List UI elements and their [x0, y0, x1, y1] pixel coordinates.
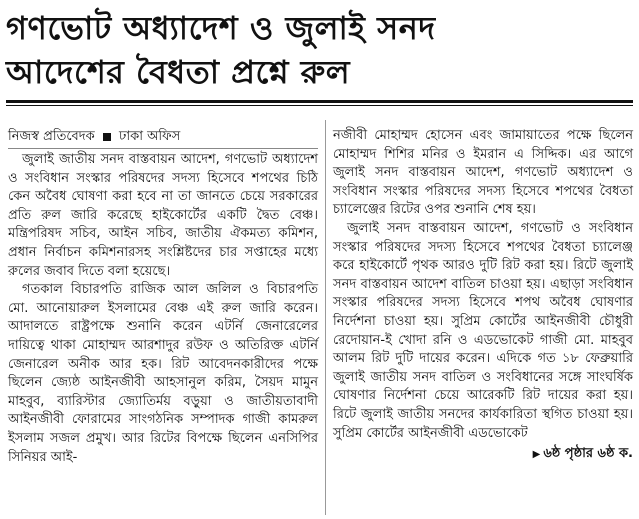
headline	[6, 6, 633, 94]
article-paragraph: গতকাল বিচারপতি রাজিক আল জলিল ও বিচারপতি মো. আনোয়ারুল ইসলামের বেঞ্চ এই রুল জারি করেন। আদালতে রাষ্ট্রপক্ষে শুনানি করেন এটর্নি জেনারেলের দায়িত্বে থাকা মোহাম্মদ আরশাদুর রউফ ও অতিরিক্ত এটর্নি জেনারেল অনীক আর হক। রিট আবেদনকারীদের পক্ষে ছিলেন জ্যেষ্ঠ আইনজীবী আহসানুল করিম, সৈয়দ মামুন মাহবুব, ব্যারিস্টার জ্যোতির্ময় বড়ুয়া ও জাতীয়তাবাদী আইনজীবী ফোরামের সাংগঠনিক সম্পাদক গাজী কামরুল ইসলাম সজল প্রমুখ। আর রিটের বিপক্ষে ছিলেন এনসিপির সিনিয়র আই-	[8, 282, 318, 465]
article-paragraph: জুলাই সনদ বাস্তবায়ন আদেশ, গণভোট ও সংবিধান সংস্কার পরিষদের সদস্য হিসেবে শপথের বৈধতা চ্যালেঞ্জ করে হাইকোর্টে পৃথক আরও দুটি রিট করা হয়। রিটে জুলাই সনদ বাস্তবায়ন আদেশ বাতিল চাওয়া হয়। এছাড়া সংবিধান সংস্কার পরিষদের সদস্য হিসেবে শপথ অবৈধ ঘোষণার নির্দেশনা চাওয়া হয়। সুপ্রিম কোর্টের আইনজীবী চৌধুরী রেদোয়ান-ই খোদা রনি ও এডভোকেট গাজী মো. মাহবুব আলম রিট দুটি দায়ের করেন। এদিকে গত ১৮ ফেব্রুয়ারি জুলাই জাতীয় সনদ বাতিল ও সংবিধানের সঙ্গে সাংঘর্ষিক ঘোষণার নির্দেশনা চেয়ে আরেকটি রিট দায়ের করা হয়। রিটে জুলাই জাতীয় সনদের কার্যকারিতা স্থগিত চাওয়া হয়। সুপ্রিম কোর্টের আইনজীবী এডভোকেট	[333, 220, 633, 441]
headline-line-2: আদেশের বৈধতা প্রশ্নে রুল	[6, 53, 351, 91]
article-column-right	[333, 127, 633, 465]
square-bullet-icon	[103, 133, 111, 141]
continuation-text: ৬ষ্ঠ পৃষ্ঠার ৬ষ্ঠ ক.	[543, 446, 633, 462]
byline-divider	[8, 148, 318, 149]
article-paragraph: জুলাই জাতীয় সনদ বাস্তবায়ন আদেশ, গণভোট অধ্যাদেশ ও সংবিধান সংস্কার পরিষদের সদস্য হিসেবে শপথের চিঠি কেন অবৈধ ঘোষণা করা হবে না তা জানতে চেয়ে সরকারের প্রতি রুল জারি করেছে হাইকোর্টের একটি দ্বৈত বেঞ্চ। মন্ত্রিপরিষদ সচিব, আইন সচিব, জাতীয় ঐকমত্য কমিশন, প্রধান নির্বাচন কমিশনারসহ সংশ্লিষ্টদের চার সপ্তাহের মধ্যে রুলের জবাব দিতে বলা হয়েছে।	[8, 152, 318, 279]
byline-reporter: নিজস্ব প্রতিবেদক	[8, 129, 95, 144]
headline-divider	[6, 100, 633, 106]
article-column-left	[8, 128, 318, 467]
article-paragraph: নজীবী মোহাম্মদ হোসেন এবং জামায়াতের পক্ষে ছিলেন মোহাম্মদ শিশির মনির ও ইমরান এ সিদ্দিক। এর আগে জুলাই সনদ বাস্তবায়ন আদেশ, গণভোট অধ্যাদেশ ও সংবিধান সংস্কার পরিষদের সদস্য হিসেবে শপথের বৈধতা চ্যালেঞ্জের রিটের ওপর শুনানি শেষ হয়।	[333, 128, 633, 218]
triangle-icon: ▶	[532, 449, 541, 461]
continuation-note	[333, 445, 633, 465]
byline-desk: ঢাকা অফিস	[119, 129, 181, 144]
byline	[8, 128, 318, 146]
column-divider	[325, 120, 326, 515]
headline-line-1: গণভোট অধ্যাদেশ ও জুলাই সনদ	[6, 9, 436, 47]
